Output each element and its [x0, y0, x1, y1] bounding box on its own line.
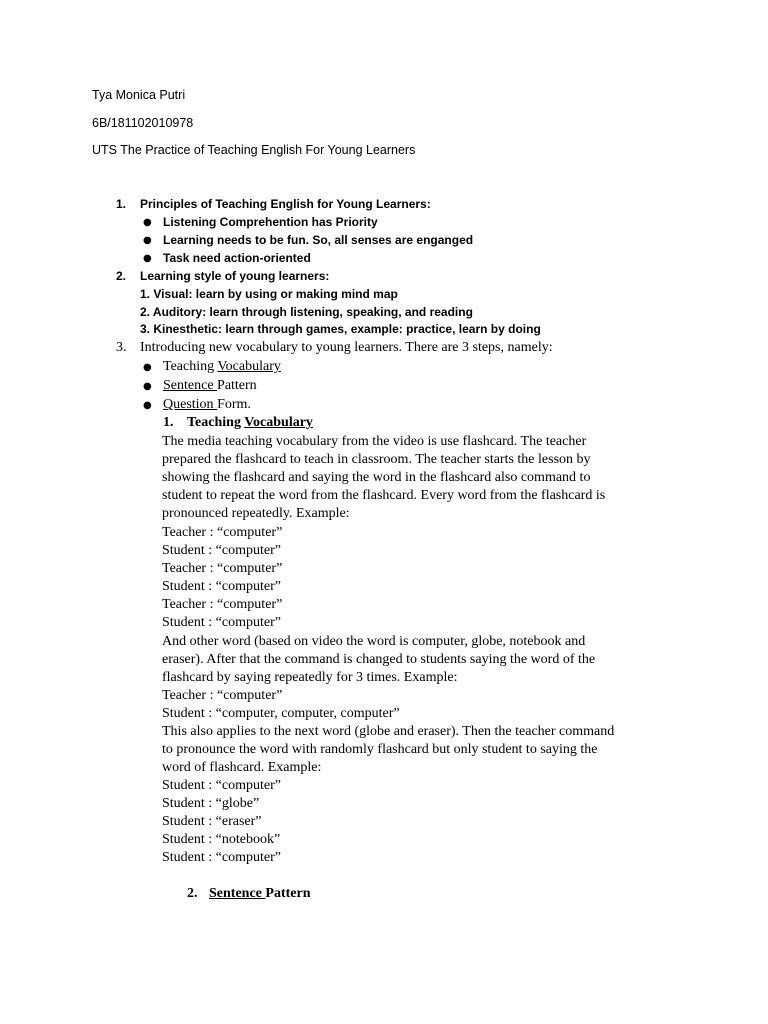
- bullet-icon: ●: [143, 400, 152, 411]
- step-underlined-text: Sentence: [163, 378, 218, 393]
- paragraph-line: showing the flashcard and saying the word in the flashcard also command to: [162, 470, 591, 486]
- paragraph-line: The media teaching vocabulary from the video is use flashcard. The teacher: [162, 434, 587, 449]
- section-2-number: 2.: [116, 269, 127, 283]
- paragraph-2: [162, 633, 682, 687]
- section-3-intro: Introducing new vocabulary to young learners. There are 3 steps, namely:: [140, 340, 553, 355]
- step-question-form: [163, 397, 251, 413]
- heading-underlined-text: Sentence: [209, 886, 266, 901]
- paragraph-line: prepared the flashcard to teach in classroom. The teacher starts the lesson by: [162, 452, 591, 468]
- list-item: 3. Kinesthetic: learn through games, example: practice, learn by doing: [140, 322, 541, 336]
- paragraph-line: word of flashcard. Example:: [162, 760, 322, 776]
- list-item: Listening Comprehention has Priority: [163, 215, 378, 229]
- paragraph-line: pronounced repeatedly. Example:: [162, 506, 350, 522]
- dialogue-3: [162, 777, 281, 867]
- heading-text: Pattern: [265, 886, 311, 901]
- dialogue-line: Student : “computer”: [162, 543, 281, 559]
- dialogue-line: Teacher : “computer”: [162, 561, 283, 577]
- step-text: Teaching: [163, 359, 218, 374]
- bullet-icon: ●: [143, 235, 152, 246]
- document-title: UTS The Practice of Teaching English For Young Learners: [92, 143, 416, 157]
- dialogue-line: Student : “notebook”: [162, 832, 281, 848]
- step-underlined-text: Vocabulary: [217, 359, 281, 374]
- subsection-1-heading: [187, 415, 313, 431]
- paragraph-1: [162, 433, 682, 523]
- bullet-icon: ●: [143, 381, 152, 392]
- step-text: Pattern: [217, 378, 257, 393]
- dialogue-line: Teacher : “computer”: [162, 525, 283, 540]
- dialogue-line: Student : “computer, computer, computer”: [162, 706, 400, 722]
- dialogue-line: Teacher : “computer”: [162, 688, 283, 703]
- section-1-number: 1.: [116, 197, 127, 211]
- dialogue-line: Student : “computer”: [162, 579, 281, 595]
- dialogue-line: Student : “globe”: [162, 796, 260, 812]
- author-name: Tya Monica Putri: [92, 88, 186, 102]
- bullet-icon: ●: [143, 217, 152, 228]
- heading-text: Teaching: [187, 415, 245, 430]
- student-id: 6B/181102010978: [92, 116, 194, 130]
- bullet-icon: ●: [143, 362, 152, 373]
- dialogue-line: Student : “computer”: [162, 778, 281, 793]
- section-1-heading: Principles of Teaching English for Young Learners:: [140, 197, 431, 211]
- section-3-number: 3.: [116, 340, 127, 355]
- dialogue-2: [162, 687, 400, 723]
- paragraph-line: flashcard by saying repeatedly for 3 times. Example:: [162, 670, 458, 686]
- dialogue-line: Student : “eraser”: [162, 814, 262, 830]
- step-teaching-vocabulary: [163, 359, 281, 375]
- paragraph-line: And other word (based on video the word is computer, globe, notebook and: [162, 634, 586, 649]
- heading-underlined-text: Vocabulary: [244, 415, 313, 430]
- dialogue-1: [162, 524, 282, 633]
- dialogue-line: Student : “computer”: [162, 850, 281, 866]
- list-item: Task need action-oriented: [163, 251, 311, 265]
- subsection-2-heading: [209, 886, 310, 902]
- bullet-icon: ●: [143, 253, 152, 264]
- paragraph-line: to pronounce the word with randomly flashcard but only student to saying the: [162, 742, 598, 758]
- subsection-2-number: 2.: [187, 886, 198, 901]
- paragraph-3: [162, 723, 682, 777]
- paragraph-line: eraser). After that the command is changed to students saying the word of the: [162, 652, 596, 668]
- subsection-1-number: 1.: [163, 415, 174, 430]
- list-item: Learning needs to be fun. So, all senses are enganged: [163, 233, 474, 247]
- list-item: 1. Visual: learn by using or making mind map: [140, 287, 398, 301]
- list-item: 2. Auditory: learn through listening, speaking, and reading: [140, 305, 473, 319]
- dialogue-line: Teacher : “computer”: [162, 597, 283, 613]
- step-underlined-text: Question: [163, 397, 218, 412]
- paragraph-line: This also applies to the next word (globe and eraser). Then the teacher command: [162, 724, 615, 739]
- step-sentence-pattern: [163, 378, 257, 394]
- paragraph-line: student to repeat the word from the flashcard. Every word from the flashcard is: [162, 488, 606, 504]
- step-text: Form.: [217, 397, 251, 412]
- dialogue-line: Student : “computer”: [162, 615, 281, 631]
- section-2-heading: Learning style of young learners:: [140, 269, 330, 283]
